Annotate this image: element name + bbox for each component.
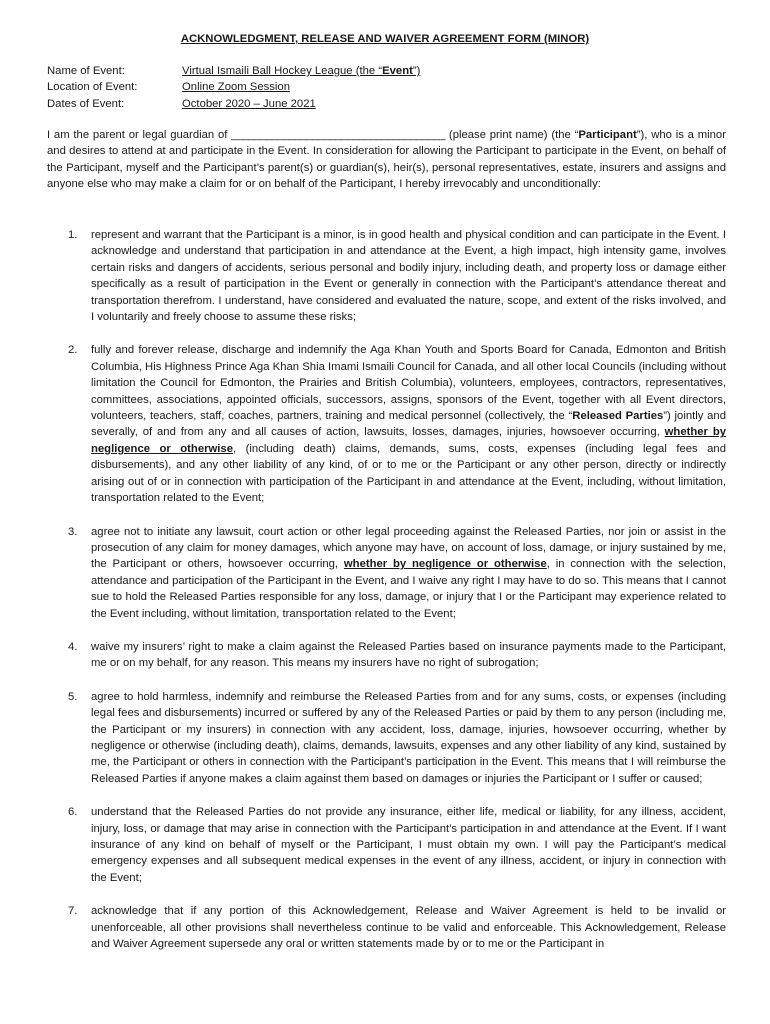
event-defined-term: Event [382, 65, 413, 77]
item-text-part: ”) jointly and severally, of and from any and all causes of action, lawsuits, losses, damages, injuries, howsoever occurring, [91, 410, 726, 439]
event-details [47, 63, 420, 112]
event-dates-label: Dates of Event: [47, 97, 125, 110]
negligence-emphasis: whether by negligence or otherwise [91, 426, 726, 455]
terms-list [47, 227, 726, 969]
item-number: 2. [68, 344, 78, 357]
item-text: agree to hold harmless, indemnify and reimburse the Released Parties from and for any sums, costs, or expenses (including legal fees and disbursements) incurred or suffered by any of the Released Parties or paid by them to any person (including me, the Participant or my insurers) in connection with any accident, loss, damage, injuries, howsoever occurring, whether by negligence or otherwise (including death), claims, demands, lawsuits, expenses and any other liability of any kind, sustained by me, the Participant or others in connection with the Participant’s participation in the Event. This means that I will reimburse the Released Parties if anyone makes a claim against them based on damages or injuries the Participant or I suffer or caused; [91, 690, 726, 785]
item-number: 1. [68, 229, 78, 241]
intro-paragraph [47, 127, 726, 193]
item-text: waive my insurers’ right to make a claim against the Released Parties based on insurance payments made to the Participant, me or on my behalf, for any reason. This means my insurers have no right of subrogation; [91, 640, 726, 670]
event-name-label: Name of Event: [47, 65, 125, 77]
event-dates-value: October 2020 – June 2021 [182, 97, 316, 110]
item-text [91, 342, 726, 506]
item-text [91, 524, 726, 622]
event-location-row [47, 79, 420, 95]
item-text: understand that the Released Parties do not provide any insurance, either life, medical or liability, for any illness, accident, injury, loss, or damage that may arise in connection with the Participant’s participation in and attendance at the Event. If I want insurance of any kind on behalf of myself or the Participant, I must obtain my own. I will pay the Participant’s medical emergency expenses and all subsequent medical expenses in the event of any illness, accident, or injury in connection with the Event; [91, 806, 726, 884]
list-item [47, 524, 726, 622]
item-number: 6. [68, 806, 78, 819]
list-item [47, 903, 726, 952]
event-location-label: Location of Event: [47, 81, 138, 94]
list-item [47, 689, 726, 787]
list-item [47, 639, 726, 672]
item-text-part: fully and forever release, discharge and indemnify the Aga Khan Youth and Sports Board for Canada, Edmonton and British Columbia, His Highness Prince Aga Khan Shia Imami Ismaili Council for Canada, and all other local Councils (including without limitation the Council for Edmonton, the Prairies and British Columbia), volunteers, employees, contractors, representatives, committees, associations, appointed officials, successors, assigns, sponsors of the Event, together with all Event directors, volunteers, teachers, staff, coaches, partners, training and medical personnel (collectively, the “ [91, 344, 726, 423]
guardian-name-blank[interactable]: _____________________________________ [231, 129, 446, 141]
item-text-part: agree not to initiate any lawsuit, court action or other legal proceeding against the Released Parties, nor join or assist in the prosecution of any claim for money damages, which anyone may have, on account of loss, damage, or injury sustained by me, the Participant or others, howsoever occurring, [91, 525, 726, 571]
event-location-value: Online Zoom Session [182, 81, 290, 94]
participant-defined-term: Participant [578, 129, 637, 141]
document-title: ACKNOWLEDGMENT, RELEASE AND WAIVER AGREEMENT FORM (MINOR) [180, 33, 590, 45]
intro-text-start: I am the parent or legal guardian of [47, 129, 232, 141]
item-text-part: , in connection with the selection, attendance and participation of the Participant in the Event, and I waive any right I may have to do so. This means that I cannot sue to hold the Released Parties responsible for any loss, damage, or injury that I or the Participant may experience related to the Event including, without limitation, transportation related to the Event; [91, 558, 726, 620]
event-name-value [182, 63, 420, 79]
event-name-close: ”) [412, 65, 421, 77]
item-text-part: , (including death) claims, demands, sums, costs, expenses (including legal fees and disbursements), and any other liability of any kind, of or to me or the Participant or any other person, directly or indirectly arising out of or in connection with participation of the Participant in and attendance at the Event, including, without limitation, transportation related to the Event; [91, 442, 726, 505]
event-name-row [47, 63, 420, 79]
event-dates-row [47, 96, 420, 112]
released-parties-term: Released Parties [572, 410, 664, 423]
item-number: 7. [68, 905, 78, 918]
list-item [47, 342, 726, 506]
list-item [47, 227, 726, 325]
list-item [47, 804, 726, 886]
intro-text-end: ”), who is a minor and desires to attend at and participate in the Event. In consideration for allowing the Participant to participate in the Event, on behalf of the Participant, myself and the Participant’s parent(s) or guardian(s), heir(s), personal representatives, estate, insurers and assigns and anyone else who may make a claim for or on behalf of the Participant, I hereby irrevocably and unconditionally: [47, 129, 726, 191]
item-number: 5. [68, 690, 78, 703]
item-number: 3. [68, 525, 78, 538]
event-name-text: Virtual Ismaili Ball Hockey League (the “ [182, 65, 383, 77]
item-number: 4. [68, 640, 78, 653]
item-text: acknowledge that if any portion of this Acknowledgement, Release and Waiver Agreement is held to be invalid or unenforceable, all other provisions shall nevertheless continue to be valid and enforceable. This Acknowledgement, Release and Waiver Agreement supersede any oral or written statements made by or to me or the Participant in [91, 905, 726, 951]
negligence-emphasis: whether by negligence or otherwise [343, 558, 547, 571]
item-text: represent and warrant that the Participant is a minor, is in good health and physical condition and can participate in the Event. I acknowledge and understand that participation in and attendance at the Event, a high impact, high intensity game, involves certain risks and dangers of accidents, serious personal and bodily injury, including death, and property loss or damage either specifically as a result of participation in the Event or generally in connection with the Participant’s attendance thereat and transportation therefrom. I understand, have considered and evaluated the nature, scope, and extent of the risks involved, and I voluntarily and freely choose to assume these risks; [91, 229, 726, 324]
intro-text-mid: (please print name) (the “ [445, 129, 579, 141]
